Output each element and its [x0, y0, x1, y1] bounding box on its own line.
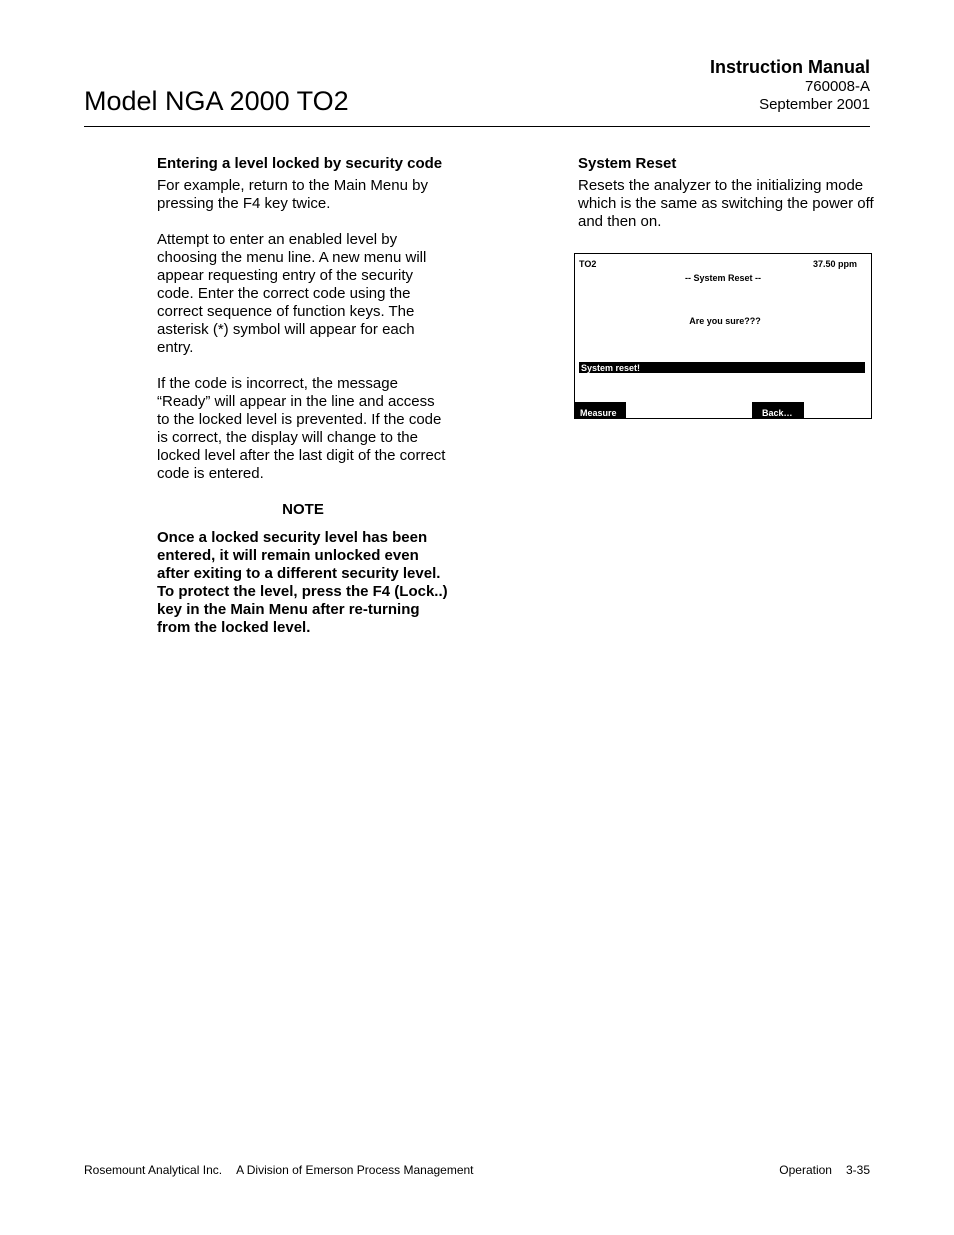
- note-heading: NOTE: [282, 501, 324, 518]
- paragraph-incorrect-code: If the code is incorrect, the message “Ready” will appear in the line and access to the locked level is prevented. If the code is correct, the display will change to the locked level after the last digit of the correct code is entered.: [157, 375, 446, 482]
- manual-label: Instruction Manual: [709, 57, 870, 77]
- document-date: September 2001: [759, 96, 870, 113]
- paragraph-return-main-menu: For example, return to the Main Menu by pressing the F4 key twice.: [157, 177, 428, 212]
- footer-right: [779, 1163, 870, 1178]
- section-heading-security: Entering a level locked by security code: [157, 155, 443, 172]
- paragraph-system-reset: Resets the analyzer to the initializing mode which is the same as switching the power off and then on.: [578, 177, 874, 230]
- footer-left: [84, 1163, 474, 1178]
- lcd-confirm-question: Are you sure???: [689, 316, 761, 326]
- document-title: Model NGA 2000 TO2: [84, 86, 349, 116]
- lcd-softkey-back: Back…: [752, 402, 804, 418]
- lcd-highlighted-line: [579, 362, 865, 373]
- footer-company: Rosemount Analytical Inc.: [84, 1163, 223, 1177]
- lcd-display-illustration: [574, 253, 872, 419]
- page-number: 3-35: [845, 1163, 870, 1177]
- lcd-gas-label: TO2: [579, 259, 597, 269]
- document-number: 760008-A: [804, 78, 870, 95]
- lcd-reading: 37.50 ppm: [812, 259, 857, 269]
- document-header-info: [710, 56, 870, 114]
- lcd-highlighted-line-label: System reset!: [581, 363, 641, 373]
- note-body: Once a locked security level has been entered, it will remain unlocked even after exiting to a different security level. To protect the level, press the F4 (Lock..) key in the Main Menu after re-turning from the locked level.: [157, 529, 448, 636]
- lcd-menu-title: -- System Reset --: [684, 273, 762, 283]
- left-column: [157, 155, 449, 637]
- footer-section: Operation: [779, 1163, 832, 1177]
- right-column: [578, 155, 874, 231]
- paragraph-enter-level: Attempt to enter an enabled level by choosing the menu line. A new menu will appear requesting entry of the security code. Enter the correct code using the correct sequence of function keys. The asterisk (*) symbol will appear for each entry.: [157, 231, 427, 356]
- section-heading-system-reset: System Reset: [578, 155, 677, 172]
- footer-division: A Division of Emerson Process Management: [236, 1163, 474, 1177]
- lcd-softkey-measure: Measure: [575, 402, 626, 418]
- header-divider: [84, 126, 870, 127]
